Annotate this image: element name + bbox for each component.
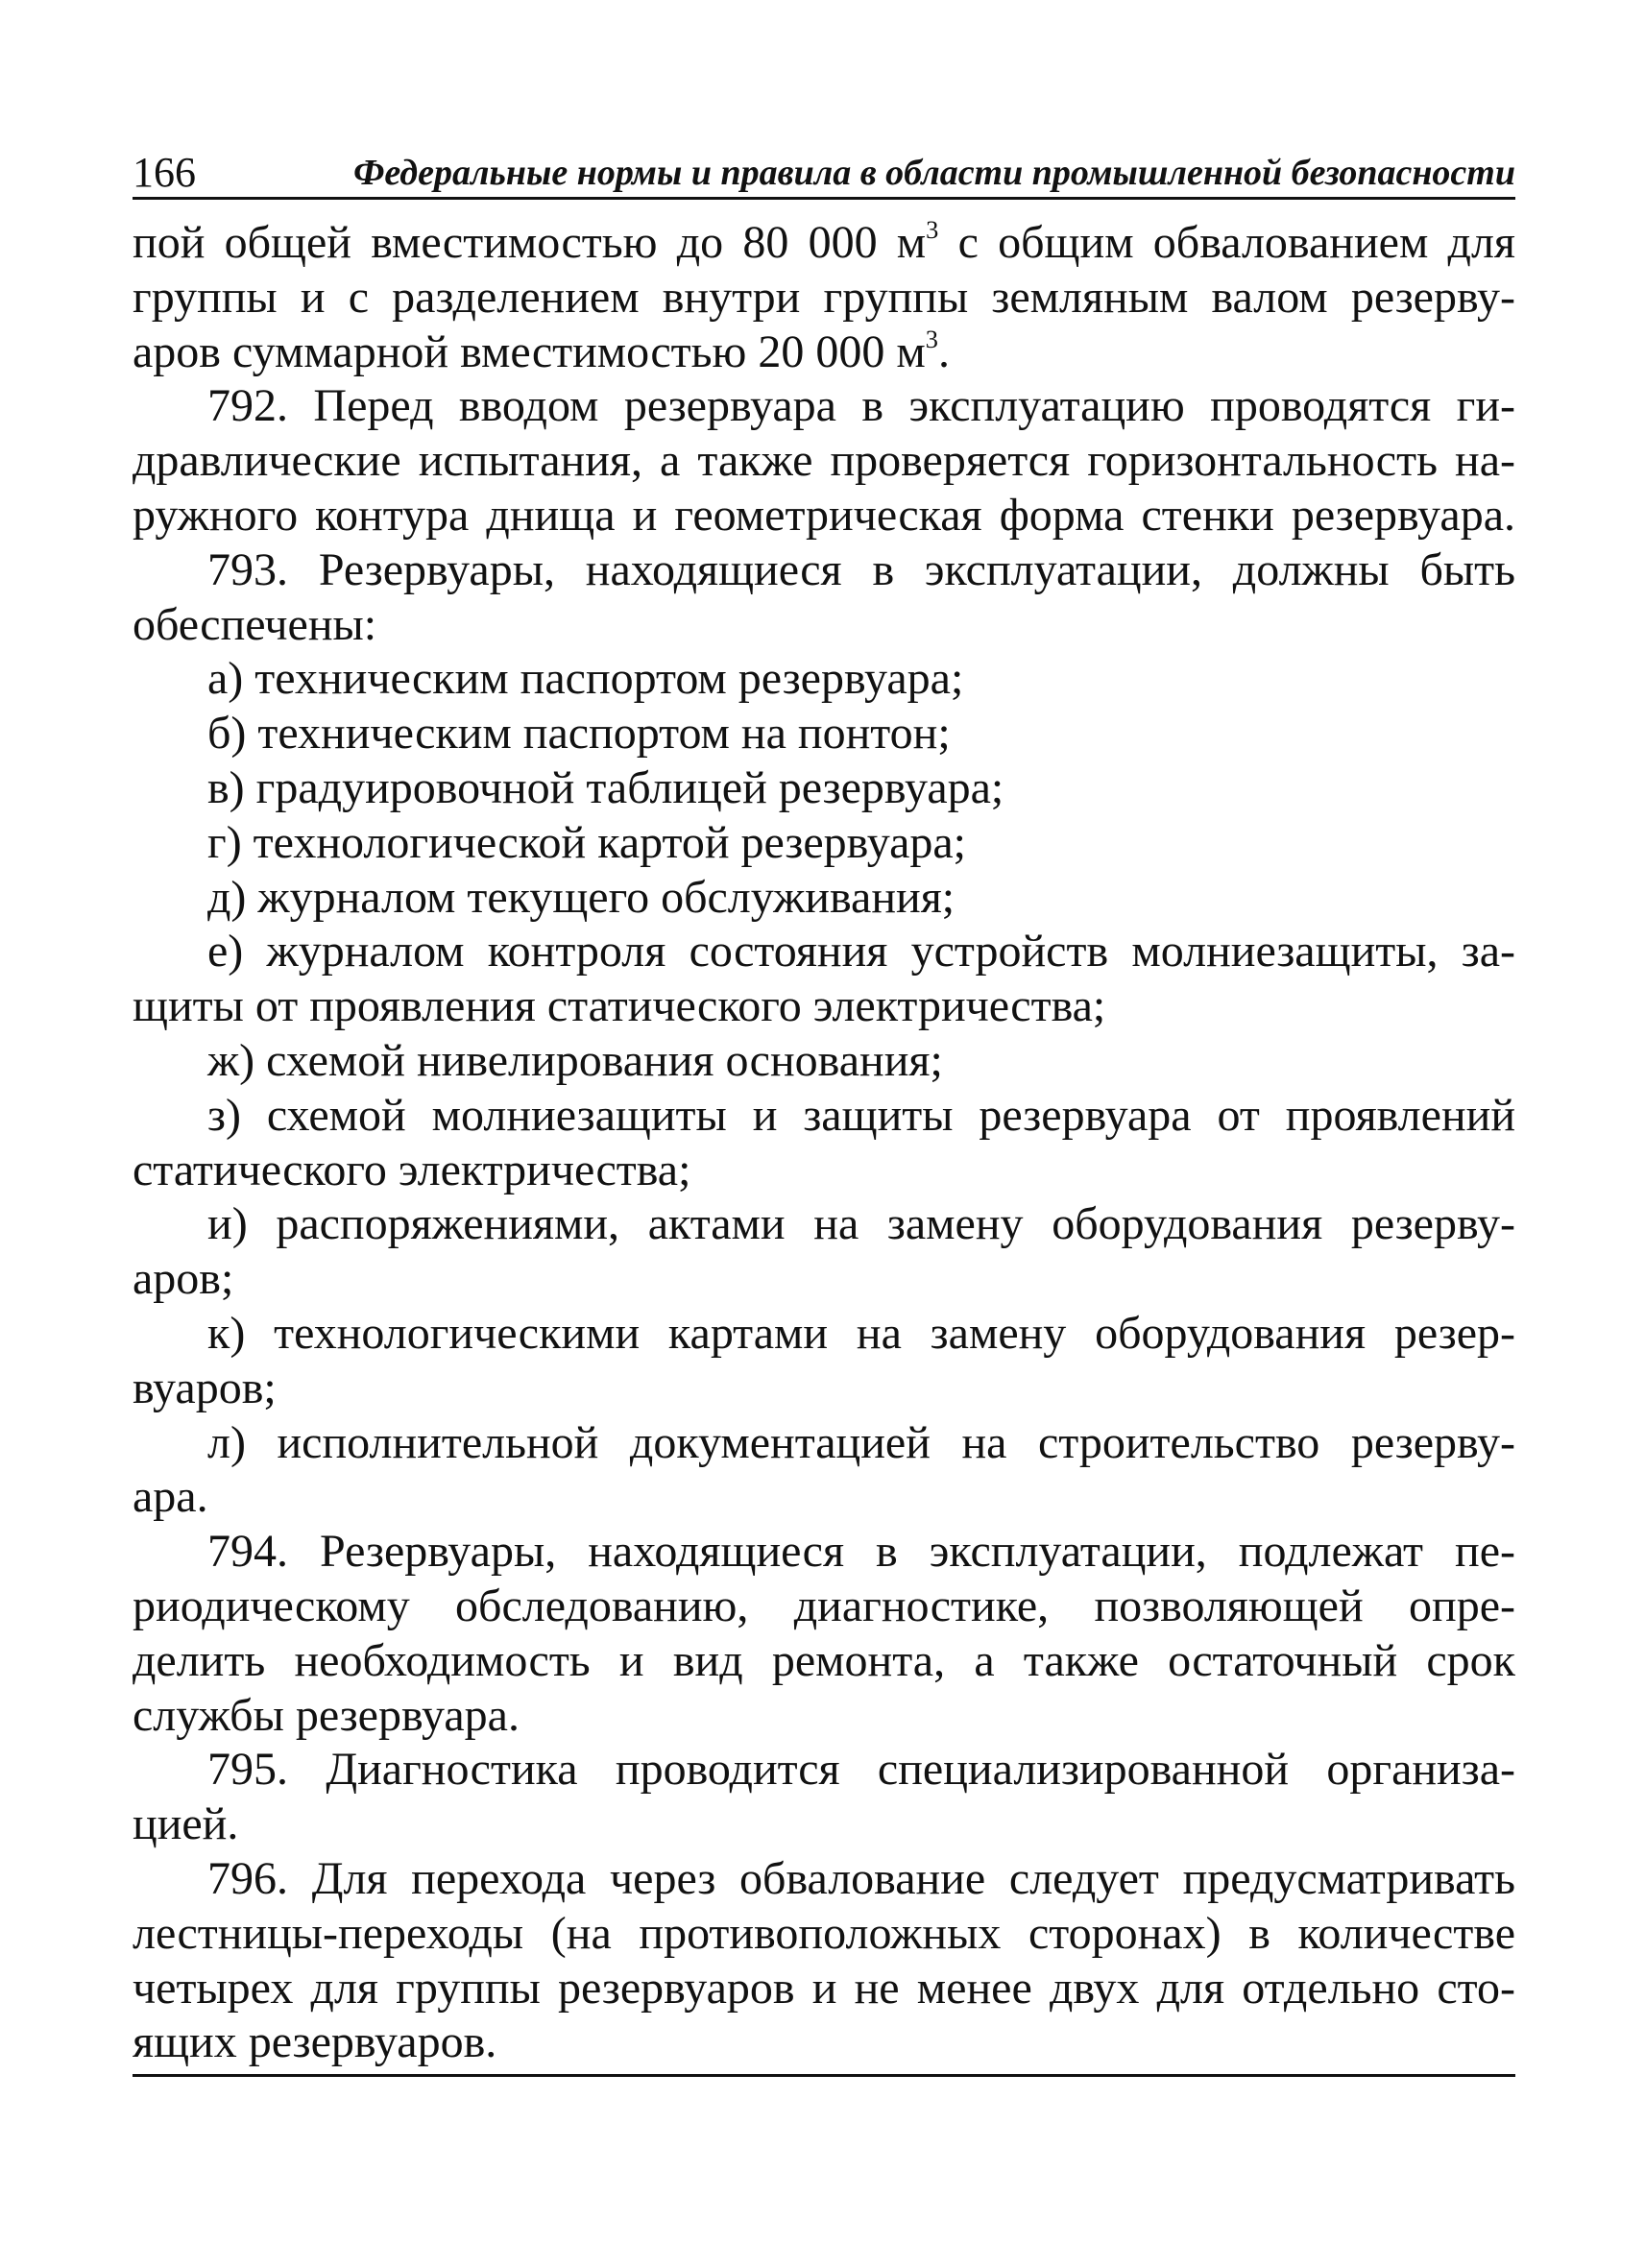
text-line: к) технологическими картами на замену оборудования резер- <box>207 1307 1515 1359</box>
text-line: ж) схемой нивелирования основания; <box>207 1034 943 1086</box>
text-line: а) техническим паспортом резервуара; <box>207 653 964 705</box>
text-line: службы резервуара. <box>133 1689 520 1741</box>
text-line: аров суммарной вместимостью 20 000 $м^3$. <box>133 324 950 377</box>
text-line: ящих резервуаров. <box>133 2016 497 2068</box>
page-number: 166 <box>133 149 196 196</box>
superscript: 3 <box>926 215 939 245</box>
text-line: и) распоряжениями, актами на замену оборудования резерву- <box>207 1198 1515 1250</box>
text-line: щиты от проявления статического электричества; <box>133 980 1106 1032</box>
text-line: 795. Диагностика проводится специализированной организа- <box>207 1744 1515 1796</box>
text-line: аров; <box>133 1253 234 1305</box>
text-line: делить необходимость и вид ремонта, а также остаточный срок <box>133 1634 1515 1686</box>
text-line: обеспечены: <box>133 598 377 650</box>
running-title: Федеральные нормы и правила в области промышленной безопасности <box>353 153 1515 193</box>
text-line: л) исполнительной документацией на строительство резерву- <box>207 1416 1515 1468</box>
text-line: ара. <box>133 1471 208 1523</box>
text-line: 793. Резервуары, находящиеся в эксплуатации, должны быть <box>207 543 1515 595</box>
text-line: пой общей вместимостью до 80 000 $м^3$ с общим обвалованием для <box>133 215 1515 268</box>
text-line: статического электричества; <box>133 1144 691 1195</box>
text-line: цией. <box>133 1798 239 1850</box>
text-line: риодическому обследованию, диагностике, позволяющей опре- <box>133 1580 1515 1631</box>
text-line: г) технологической картой резервуара; <box>207 816 967 868</box>
text-line: лестницы-переходы (на противоположных сторонах) в количестве <box>133 1907 1515 1959</box>
text-line: группы и с разделением внутри группы земляным валом резерву- <box>133 271 1515 323</box>
text-line: д) журналом текущего обслуживания; <box>207 871 956 923</box>
superscript: 3 <box>925 324 938 353</box>
text-line: з) схемой молниезащиты и защиты резервуара от проявлений <box>207 1089 1515 1141</box>
text-line: 792. Перед вводом резервуара в эксплуатацию проводятся ги- <box>207 380 1515 432</box>
text-line: ружного контура днища и геометрическая форма стенки резервуара. <box>133 489 1515 541</box>
page-body <box>133 216 1515 2070</box>
text-line: е) журналом контроля состояния устройств молниезащиты, за- <box>207 926 1515 977</box>
page-header <box>133 144 1515 202</box>
text-line: четырех для группы резервуаров и не менее двух для отдельно сто- <box>133 1962 1515 2014</box>
text-line: б) техническим паспортом на понтон; <box>207 708 951 760</box>
header-rule <box>133 197 1515 200</box>
text-line: вуаров; <box>133 1362 277 1413</box>
text-line: дравлические испытания, а также проверяется горизонтальность на- <box>133 435 1515 487</box>
text-line: 796. Для перехода через обвалование следует предусматривать <box>207 1852 1515 1904</box>
text-line: 794. Резервуары, находящиеся в эксплуатации, подлежат пе- <box>207 1526 1515 1578</box>
bottom-rule <box>133 2074 1515 2077</box>
text-line: в) градуировочной таблицей резервуара; <box>207 761 1004 813</box>
